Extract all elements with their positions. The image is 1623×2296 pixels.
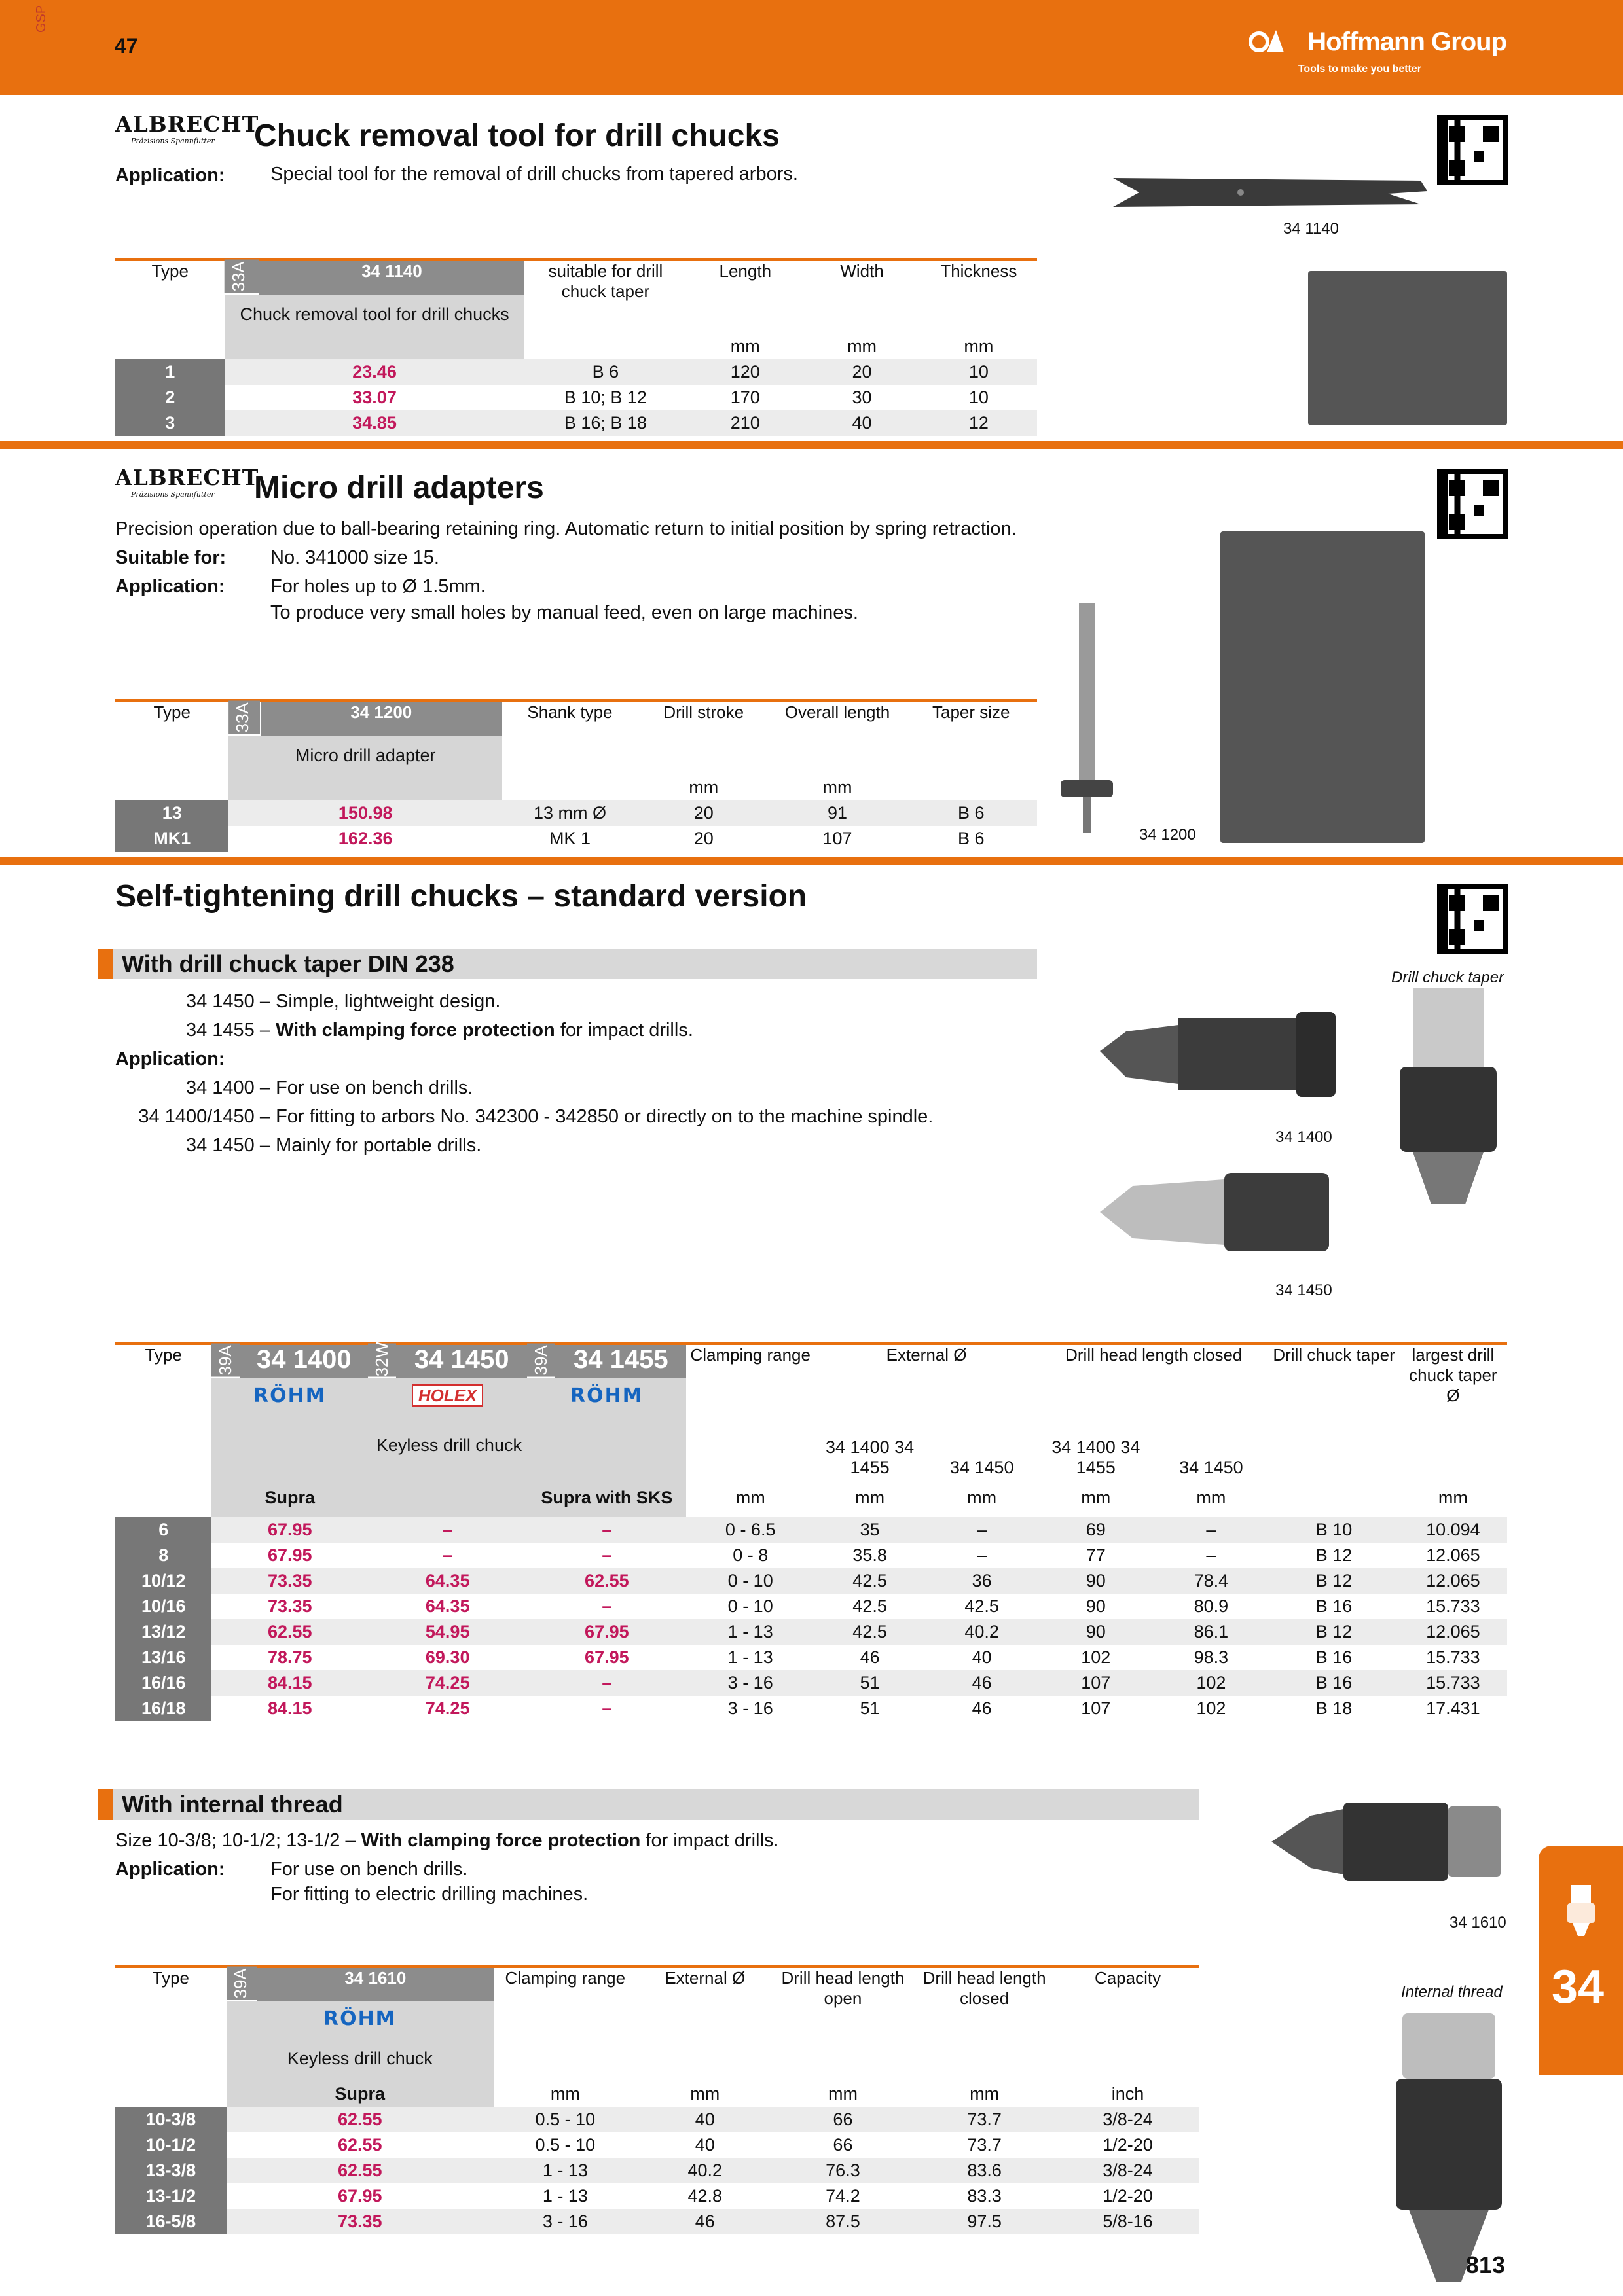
col-header: Drill stroke: [663, 702, 744, 722]
variant-label: Supra: [211, 1478, 368, 1517]
col-header: largest drill chuck taper Ø: [1409, 1345, 1497, 1405]
category-code: 33A: [225, 260, 259, 295]
article-number: 34 1140: [259, 260, 524, 295]
category-code: 33A: [228, 701, 260, 736]
article-description: Micro drill adapter: [228, 736, 501, 775]
unit: mm: [828, 2084, 858, 2104]
image-caption: 34 1610: [1450, 1914, 1506, 1931]
application-text: To produce very small holes by manual feed, even on large machines.: [270, 602, 858, 623]
variant-label: Supra: [227, 2081, 494, 2107]
col-header: suitable for drill chuck taper: [548, 261, 663, 301]
rohm-logo: RÖHM: [570, 1384, 644, 1407]
col-header: Drill head length closed: [922, 1968, 1046, 2008]
page-number-bottom: 813: [1465, 2251, 1505, 2278]
product-table-341140: [115, 258, 1037, 436]
table-row: 3 34.85 B 16; B 18 210 40 12: [115, 410, 1037, 436]
image-caption: 34 1200: [1139, 826, 1196, 844]
brand-tagline: Tools to make you better: [1298, 63, 1421, 75]
drill-chuck-341610-image: [1271, 1789, 1507, 1894]
holex-logo: HOLEX: [412, 1384, 484, 1407]
col-header: Overall length: [784, 702, 890, 722]
col-header: Capacity: [1094, 1968, 1161, 1988]
application-text: For use on bench drills.: [270, 1859, 468, 1880]
drill-chuck-taper-image: [1387, 988, 1510, 1224]
col-header: Clamping range: [690, 1345, 811, 1365]
qr-code-icon[interactable]: [1437, 115, 1508, 185]
col-header: Width: [840, 261, 884, 281]
product-table-341400: [115, 1342, 1507, 1721]
article-number: 34 1610: [257, 1967, 494, 2002]
sub-header: 34 1400 34 1455: [826, 1437, 915, 1477]
image-caption: Internal thread: [1401, 1983, 1503, 2001]
image-caption: 34 1400: [1275, 1128, 1332, 1146]
feature-list: 34 1450 – Simple, lightweight design. 34 1455 – With clamping force protection for impact drills. Application: 34 1400 – For use on bench drills. 34 1400/1450 – For fitting to arbors No. 342300 - 342850 or directly on to the machine spindle. 34 1450 – Mainly for portable drills.: [115, 991, 934, 1156]
albrecht-logo: ALBRECHT Präzisions Spannfutter: [115, 465, 259, 499]
image-caption: Drill chuck taper: [1391, 969, 1504, 986]
table-row: 10-1/2 62.55 0.5 - 10 40 66 73.7 1/2-20: [115, 2132, 1199, 2158]
unit: mm: [550, 2084, 580, 2104]
section-title: Self-tightening drill chucks – standard version: [115, 879, 807, 914]
table-row: 16/16 84.15 74.25 – 3 - 16 51 46 107 102 B 16 15.733: [115, 1670, 1507, 1696]
sub-header: 34 1400 34 1455: [1051, 1437, 1140, 1477]
page-number-top: 47: [115, 34, 138, 58]
sub-header: 34 1450: [949, 1458, 1014, 1477]
micro-adapter-usage-photo: [1220, 531, 1425, 843]
unit: mm: [1081, 1487, 1111, 1507]
category-code: 39A: [211, 1344, 240, 1379]
col-header: Drill head length closed: [1065, 1345, 1243, 1365]
application-text: For fitting to electric drilling machines.: [270, 1884, 589, 1905]
article-number: 34 1400: [240, 1344, 368, 1379]
col-header: Drill chuck taper: [1273, 1345, 1395, 1365]
col-header: Taper size: [932, 702, 1010, 722]
table-row: 13 150.98 13 mm Ø 20 91 B 6: [115, 800, 1037, 826]
subsection-header: With internal thread: [98, 1789, 1199, 1820]
application-text: For holes up to Ø 1.5mm.: [270, 576, 486, 597]
product-table-341610: [115, 1965, 1199, 2234]
col-header: External Ø: [665, 1968, 746, 1988]
application-label: Application:: [115, 1859, 225, 1880]
type-header: Type: [153, 702, 191, 722]
chuck-removal-tool-image: [1113, 171, 1427, 213]
subsection-header: With drill chuck taper DIN 238: [98, 949, 1037, 979]
type-header: Type: [152, 1968, 189, 1988]
product-table-341200: [115, 699, 1037, 852]
col-header: Shank type: [527, 702, 613, 722]
unit: mm: [735, 1487, 765, 1507]
suitable-label: Suitable for:: [115, 547, 227, 568]
table-row: 2 33.07 B 10; B 12 170 30 10: [115, 385, 1037, 410]
col-header: Length: [719, 261, 772, 281]
price: 33.07: [352, 387, 397, 407]
table-row: 1 23.46 B 6 120 20 10: [115, 359, 1037, 385]
category-code: 32W: [368, 1344, 396, 1379]
variant-label: Supra with SKS: [527, 1478, 686, 1517]
section-divider: [0, 857, 1623, 865]
drill-chuck-341400-image: [1100, 1005, 1336, 1103]
unit: mm: [967, 1487, 997, 1507]
section-tab-number: 34: [1552, 1961, 1605, 2013]
article-number: 34 1450: [396, 1344, 527, 1379]
image-caption: 34 1450: [1275, 1282, 1332, 1299]
article-description: Chuck removal tool for drill chucks: [225, 295, 524, 334]
table-row: 10-3/8 62.55 0.5 - 10 40 66 73.7 3/8-24: [115, 2107, 1199, 2132]
unit: mm: [1438, 1487, 1468, 1507]
col-header: Clamping range: [505, 1968, 626, 1988]
unit: mm: [730, 336, 760, 356]
tool-usage-photo: [1308, 271, 1507, 425]
brand-name: Hoffmann Group: [1307, 27, 1506, 56]
table-row: 10/12 73.35 64.35 62.55 0 - 10 42.5 36 90 78.4 B 12 12.065: [115, 1568, 1507, 1594]
rohm-logo: RÖHM: [323, 2007, 397, 2030]
table-row: 8 67.95 – – 0 - 8 35.8 – 77 – B 12 12.065: [115, 1543, 1507, 1568]
category-code: 39A: [227, 1967, 257, 2002]
table-row: 16/18 84.15 74.25 – 3 - 16 51 46 107 102 B 18 17.431: [115, 1696, 1507, 1721]
table-row: 13/16 78.75 69.30 67.95 1 - 13 46 40 102 98.3 B 16 15.733: [115, 1645, 1507, 1670]
table-row: 13-3/8 62.55 1 - 13 40.2 76.3 83.6 3/8-24: [115, 2158, 1199, 2183]
table-row: MK1 162.36 MK 1 20 107 B 6: [115, 826, 1037, 852]
price: 23.46: [352, 362, 397, 382]
article-number: 34 1455: [555, 1344, 686, 1379]
micro-adapter-image: [1054, 603, 1120, 839]
section-tab[interactable]: [1539, 1846, 1623, 2075]
unit: mm: [964, 336, 994, 356]
table-row: 13-1/2 67.95 1 - 13 42.8 74.2 83.3 1/2-20: [115, 2183, 1199, 2209]
type-header: Type: [145, 1345, 182, 1365]
sub-header: 34 1450: [1179, 1458, 1243, 1477]
unit: mm: [970, 2084, 1000, 2104]
col-header: Drill head length open: [781, 1968, 905, 2008]
table-row: 13/12 62.55 54.95 67.95 1 - 13 42.5 40.2 90 86.1 B 12 12.065: [115, 1619, 1507, 1645]
unit: mm: [690, 2084, 720, 2104]
application-label: Application:: [115, 576, 225, 597]
suitable-text: No. 341000 size 15.: [270, 547, 439, 568]
unit: mm: [822, 778, 852, 797]
unit: mm: [689, 778, 719, 797]
price: 162.36: [338, 829, 393, 848]
rohm-logo: RÖHM: [253, 1384, 327, 1407]
unit: mm: [847, 336, 877, 356]
drill-chuck-icon: [1566, 1885, 1596, 1937]
unit: mm: [855, 1487, 885, 1507]
table-row: 16-5/8 73.35 3 - 16 46 87.5 97.5 5/8-16: [115, 2209, 1199, 2234]
application-label: Application:: [115, 165, 225, 186]
qr-code-icon[interactable]: [1437, 469, 1508, 539]
table-row: 10/16 73.35 64.35 – 0 - 10 42.5 42.5 90 80.9 B 16 15.733: [115, 1594, 1507, 1619]
image-caption: 34 1140: [1283, 220, 1339, 238]
drill-chuck-341450-image: [1100, 1160, 1336, 1265]
internal-thread-chuck-image: [1389, 2013, 1508, 2288]
price: 150.98: [338, 803, 393, 823]
col-header: External Ø: [886, 1345, 967, 1365]
category-code: 39A: [527, 1344, 555, 1379]
intro-text: Size 10-3/8; 10-1/2; 13-1/2 – With clamping force protection for impact drills.: [115, 1830, 779, 1851]
article-description: Keyless drill chuck: [211, 1412, 686, 1478]
intro-text: Precision operation due to ball-bearing retaining ring. Automatic return to initial position by spring retraction.: [115, 518, 1017, 539]
section-title: Micro drill adapters: [254, 471, 544, 505]
price: 34.85: [352, 413, 397, 433]
gsp-label: GSP: [34, 5, 48, 33]
section-title: Chuck removal tool for drill chucks: [254, 118, 780, 153]
type-header: Type: [151, 261, 189, 281]
article-number: 34 1200: [261, 701, 502, 736]
col-header: Thickness: [940, 261, 1017, 281]
article-description: Keyless drill chuck: [227, 2036, 494, 2081]
application-text: Special tool for the removal of drill chucks from tapered arbors.: [270, 164, 798, 185]
hoffmann-logo-icon: [1247, 26, 1285, 58]
albrecht-logo: ALBRECHT Präzisions Spannfutter: [115, 111, 259, 145]
section-divider: [0, 441, 1623, 449]
unit: mm: [1196, 1487, 1226, 1507]
qr-code-icon[interactable]: [1437, 884, 1508, 954]
table-row: 6 67.95 – – 0 - 6.5 35 – 69 – B 10 10.094: [115, 1517, 1507, 1543]
unit: inch: [1111, 2084, 1144, 2104]
